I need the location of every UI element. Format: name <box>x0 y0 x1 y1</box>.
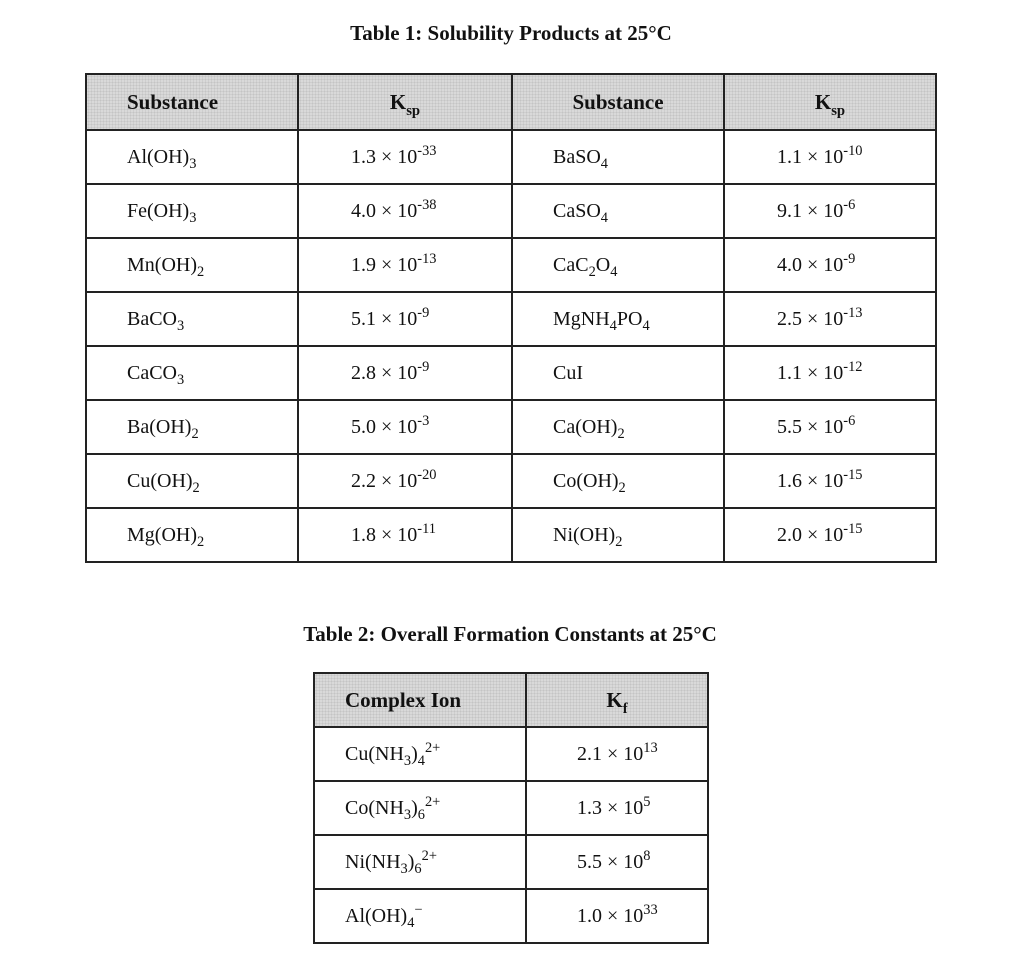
substance-cell: CaCO$_3$ <box>86 346 298 400</box>
table-row <box>86 130 936 184</box>
header-kf: $K_f$ <box>526 673 708 727</box>
complex-ion-cell: $Al(OH)_4^-$ <box>314 889 526 943</box>
table-row <box>86 292 936 346</box>
header-substance-left: Substance <box>86 74 298 130</box>
substance-cell: BaCO$_3$ <box>86 292 298 346</box>
substance-cell: $Ba(OH)_2$ <box>86 400 298 454</box>
table-row <box>314 727 708 781</box>
ksp-cell: $2.2 \times 10^{-20}$ <box>298 454 512 508</box>
substance-cell: $Mg(OH)_2$ <box>86 508 298 562</box>
ksp-cell: $2.8 \times 10^{-9}$ <box>298 346 512 400</box>
table-row <box>86 454 936 508</box>
ksp-cell: $1.9 \times 10^{-13}$ <box>298 238 512 292</box>
substance-cell: $Fe(OH)_3$ <box>86 184 298 238</box>
substance-cell: $Al(OH)_3$ <box>86 130 298 184</box>
table1-title: Table 1: Solubility Products at 25°C <box>350 21 672 45</box>
header-ksp-left: $K_{sp}$ <box>298 74 512 130</box>
complex-ion-cell: $Ni(NH_3)_6^{2+}$ <box>314 835 526 889</box>
ksp-cell: $2.5 \times 10^{-13}$ <box>724 292 936 346</box>
complex-ion-cell: $Cu(NH_3)_4^{2+}$ <box>314 727 526 781</box>
substance-cell: $Co(OH)_2$ <box>512 454 724 508</box>
table-row <box>86 238 936 292</box>
substance-cell: $Mn(OH)_2$ <box>86 238 298 292</box>
table-row <box>86 184 936 238</box>
kf-cell: $5.5 \times 10^8$ <box>526 835 708 889</box>
substance-cell: BaSO$_4$ <box>512 130 724 184</box>
ksp-cell: $4.0 \times 10^{-9}$ <box>724 238 936 292</box>
ksp-cell: $4.0 \times 10^{-38}$ <box>298 184 512 238</box>
complex-ion-cell: $Co(NH_3)_6^{2+}$ <box>314 781 526 835</box>
table1-header-row <box>86 74 936 130</box>
ksp-cell: $1.8 \times 10^{-11}$ <box>298 508 512 562</box>
table-row <box>314 889 708 943</box>
table2-header-row <box>314 673 708 727</box>
ksp-cell: $5.5 \times 10^{-6}$ <box>724 400 936 454</box>
kf-cell: $1.0 \times 10^{33}$ <box>526 889 708 943</box>
substance-cell: $Ca(OH)_2$ <box>512 400 724 454</box>
ksp-cell: $5.1 \times 10^{-9}$ <box>298 292 512 346</box>
header-substance-right: Substance <box>512 74 724 130</box>
ksp-cell: $1.3 \times 10^{-33}$ <box>298 130 512 184</box>
substance-cell: $CaC_2O_4$ <box>512 238 724 292</box>
table-row <box>86 400 936 454</box>
kf-cell: $2.1 \times 10^{13}$ <box>526 727 708 781</box>
substance-cell: $MgNH_4PO_4$ <box>512 292 724 346</box>
header-complex-ion: Complex Ion <box>314 673 526 727</box>
ksp-cell: $1.6 \times 10^{-15}$ <box>724 454 936 508</box>
ksp-cell: $2.0 \times 10^{-15}$ <box>724 508 936 562</box>
formation-constants-table <box>313 672 709 944</box>
header-ksp-right: $K_{sp}$ <box>724 74 936 130</box>
solubility-products-table <box>85 73 937 563</box>
table-row <box>314 835 708 889</box>
table-row <box>314 781 708 835</box>
ksp-cell: $5.0 \times 10^{-3}$ <box>298 400 512 454</box>
table-row <box>86 346 936 400</box>
substance-cell: CaSO$_4$ <box>512 184 724 238</box>
table-row <box>86 508 936 562</box>
kf-cell: $1.3 \times 10^5$ <box>526 781 708 835</box>
table2-title: Table 2: Overall Formation Constants at 25°C <box>303 622 717 646</box>
ksp-cell: $9.1 \times 10^{-6}$ <box>724 184 936 238</box>
ksp-cell: $1.1 \times 10^{-12}$ <box>724 346 936 400</box>
ksp-cell: $1.1 \times 10^{-10}$ <box>724 130 936 184</box>
substance-cell: $Ni(OH)_2$ <box>512 508 724 562</box>
substance-cell: CuI <box>512 346 724 400</box>
substance-cell: $Cu(OH)_2$ <box>86 454 298 508</box>
